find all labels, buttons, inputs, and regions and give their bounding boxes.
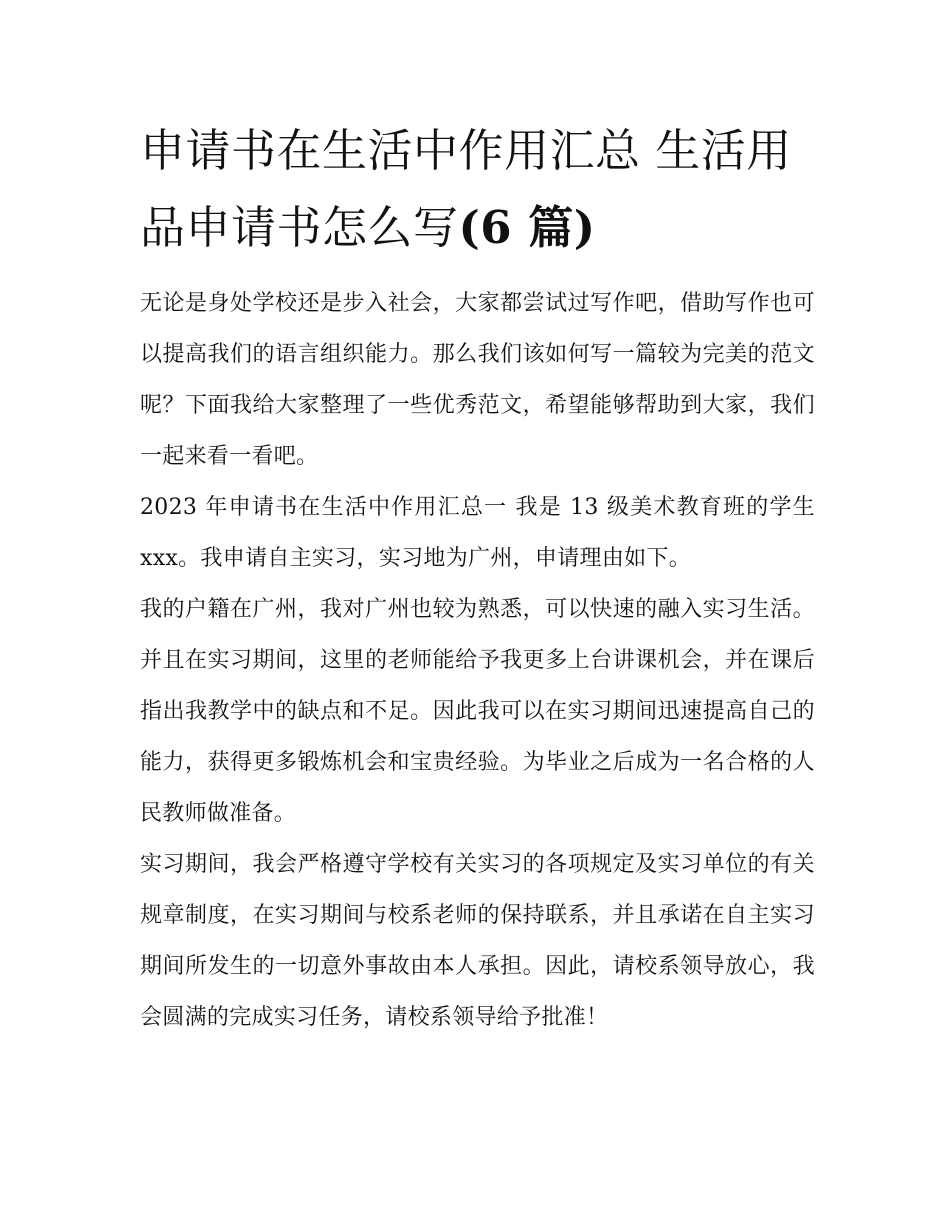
intro-paragraph: 无论是身处学校还是步入社会，大家都尝试过写作吧，借助写作也可以提高我们的语言组织能力。那么我们该如何写一篇较为完美的范文呢？下面我给大家整理了一些优秀范文，希望能够帮助到大家，我们一起来看一看吧。 <box>140 291 815 469</box>
document-page <box>140 112 815 1043</box>
paragraph-reasons: 我的户籍在广州，我对广州也较为熟悉，可以快速的融入实习生活。并且在实习期间，这里的老师能给予我更多上台讲课机会，并在课后指出我教学中的缺点和不足。因此我可以在实习期间迅速提高自己的能力，获得更多锻炼机会和宝贵经验。为毕业之后成为一名合格的人民教师做准备。 <box>140 597 815 826</box>
paragraph-applicant: 2023 年申请书在生活中作用汇总一 我是 13 级美术教育班的学生 xxx。我申请自主实习，实习地为广州，申请理由如下。 <box>140 495 815 571</box>
title-suffix: (6 篇) <box>458 201 596 254</box>
paragraph-commitment: 实习期间，我会严格遵守学校有关实习的各项规定及实习单位的有关规章制度，在实习期间与校系老师的保持联系，并且承诺在自主实习期间所发生的一切意外事故由本人承担。因此，请校系领导放心，我会圆满的完成实习任务，请校系领导给予批准！ <box>140 852 815 1030</box>
document-title <box>140 112 815 266</box>
title-main: 申请书在生活中作用汇总 生活用品申请书怎么写 <box>140 124 792 254</box>
